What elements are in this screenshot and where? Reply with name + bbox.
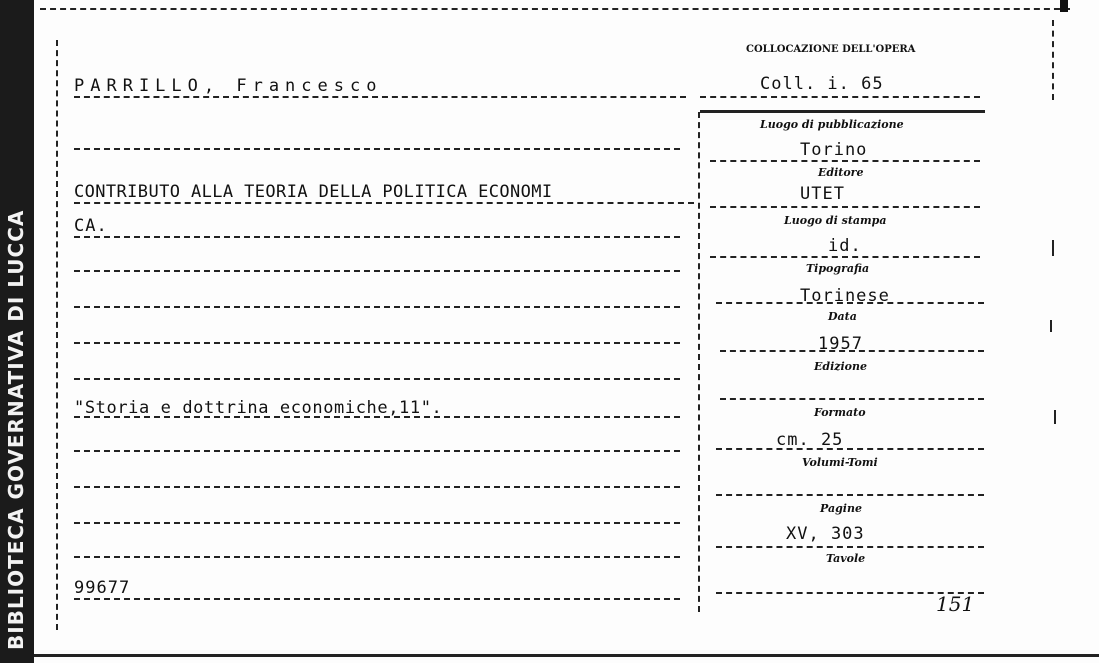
title-line-1: CONTRIBUTO ALLA TEORIA DELLA POLITICA ECONOMI [74,182,553,202]
blank-rule-9 [74,556,680,558]
collocazione-label: COLLOCAZIONE DELL'OPERA [746,44,916,55]
edge-speck-1 [1052,240,1054,256]
field-label-formato: Formato [814,406,866,419]
field-label-data: Data [828,310,857,323]
bottom-border [34,654,1099,657]
right-edge-mark [1052,20,1054,100]
field-rule-tipografia [716,302,984,304]
author-name: PARRILLO, Francesco [74,76,383,96]
field-rule-editore [710,206,980,208]
blank-rule-4 [74,342,680,344]
field-rule-pagine [716,546,984,548]
collocazione-value: Coll. i. 65 [760,74,884,94]
title-rule-2 [74,236,680,238]
blank-rule-6 [74,450,680,452]
field-value-editore: UTET [800,184,845,204]
field-value-tipografia: Torinese [800,286,890,306]
left-margin-line [56,40,58,630]
series-rule [74,416,680,418]
top-border [40,8,1070,10]
corner-notch [1060,0,1068,12]
library-stamp-text: BIBLIOTECA GOVERNATIVA DI LUCCA [4,209,28,650]
title-rule-1 [74,202,694,204]
field-rule-data [720,350,984,352]
edge-speck-3 [1054,410,1056,424]
column-divider [698,112,700,612]
field-label-tipografia: Tipografia [806,262,870,275]
blank-rule-1 [74,148,680,150]
corner-mark: 151 [936,592,975,616]
field-label-volumi-tomi: Volumi-Tomi [802,456,878,469]
field-rule-volumi-tomi [716,494,984,496]
field-value-data: 1957 [818,334,863,354]
series-note: "Storia e dottrina economiche,11". [74,398,443,418]
field-rule-edizione [720,398,984,400]
field-label-editore: Editore [818,166,864,179]
author-rule [74,96,686,98]
field-rule-formato [716,448,984,450]
blank-rule-2 [74,270,680,272]
field-label-luogo-pubblicazione: Luogo di pubblicazione [760,118,904,131]
blank-rule-7 [74,486,680,488]
field-value-luogo-stampa: id. [828,236,862,256]
field-label-tavole: Tavole [826,552,866,565]
blank-rule-5 [74,378,680,380]
field-value-luogo-pubblicazione: Torino [800,140,868,160]
field-label-edizione: Edizione [814,360,868,373]
field-value-formato: cm. 25 [776,430,844,450]
edge-speck-2 [1050,320,1052,332]
blank-rule-3 [74,306,680,308]
collocazione-rule [700,96,980,98]
collocazione-divider [700,110,985,113]
blank-rule-8 [74,522,680,524]
field-label-pagine: Pagine [820,502,862,515]
field-rule-luogo-stampa [710,256,980,258]
field-rule-luogo-pubblicazione [710,160,980,162]
inventory-number: 99677 [74,578,131,598]
inventory-rule [74,598,680,600]
title-line-2: CA. [74,216,108,236]
field-label-luogo-stampa: Luogo di stampa [784,214,887,227]
field-value-pagine: XV, 303 [786,524,865,544]
library-stamp [0,0,34,663]
